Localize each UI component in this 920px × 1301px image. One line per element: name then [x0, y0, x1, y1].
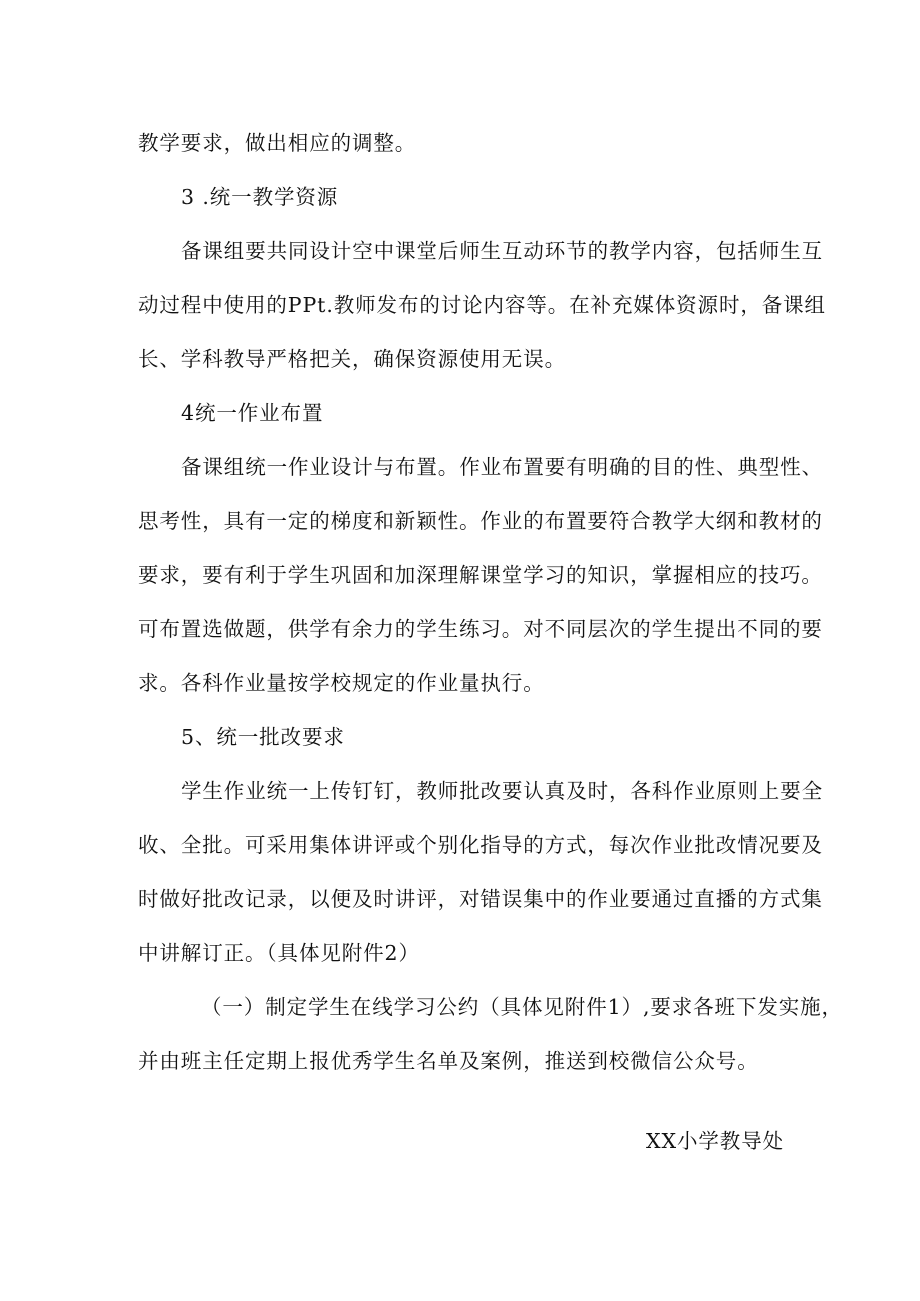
paragraph-line: （一）制定学生在线学习公约（具体见附件1）,要求各班下发实施， [201, 995, 843, 1019]
paragraph-line: 时做好批改记录，以便及时讲评，对错误集中的作业要通过直播的方式集 [138, 887, 823, 911]
paragraph-line: 并由班主任定期上报优秀学生名单及案例，推送到校微信公众号。 [138, 1049, 759, 1073]
section-heading-4: 4统一作业布置 [181, 401, 324, 425]
section-heading-5: 5、统一批改要求 [181, 725, 345, 749]
paragraph-line: 动过程中使用的PPt.教师发布的讨论内容等。在补充媒体资源时，备课组 [138, 293, 826, 317]
paragraph-line: 学生作业统一上传钉钉，教师批改要认真及时，各科作业原则上要全 [181, 779, 823, 803]
paragraph-line: 长、学科教导严格把关，确保资源使用无误。 [138, 347, 566, 371]
paragraph-line: 可布置选做题，供学有余力的学生练习。对不同层次的学生提出不同的要 [138, 617, 823, 641]
section-heading-3: 3 .统一教学资源 [181, 185, 339, 209]
paragraph-line: 求。各科作业量按学校规定的作业量执行。 [138, 671, 545, 695]
paragraph-line: 思考性，具有一定的梯度和新颖性。作业的布置要符合教学大纲和教材的 [138, 509, 823, 533]
paragraph-line: 中讲解订正。（具体见附件2） [138, 941, 420, 965]
paragraph-line: 要求，要有利于学生巩固和加深理解课堂学习的知识，掌握相应的技巧。 [138, 563, 823, 587]
paragraph-line: 备课组要共同设计空中课堂后师生互动环节的教学内容，包括师生互 [181, 239, 823, 263]
paragraph-line: 收、全批。可采用集体讲评或个别化指导的方式，每次作业批改情况要及 [138, 833, 823, 857]
paragraph-line: 教学要求，做出相应的调整。 [138, 131, 417, 155]
signature: XX小学教导处 [646, 1129, 784, 1153]
paragraph-line: 备课组统一作业设计与布置。作业布置要有明确的目的性、典型性、 [181, 455, 823, 479]
